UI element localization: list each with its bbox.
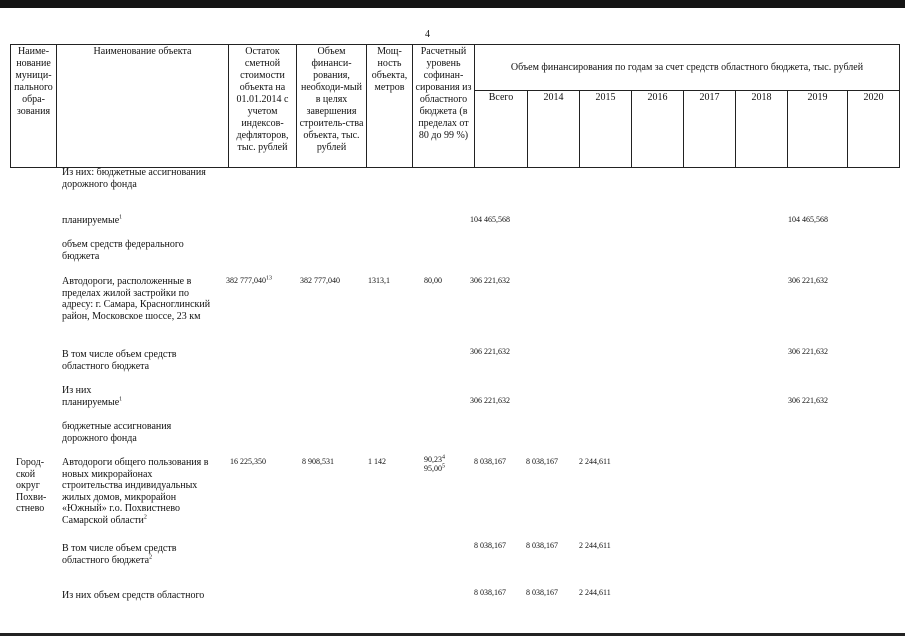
row-planned-total: 104 465,568	[470, 215, 510, 224]
bottom-border-line	[0, 633, 905, 636]
row-pokhvistnevo-regional-2014: 8 038,167	[526, 541, 558, 550]
row-pokhvistnevo-capacity: 1 142	[368, 457, 386, 466]
row-pokhvistnevo-regional-total: 8 038,167	[474, 541, 506, 550]
row-samara-road-cofin: 80,00	[424, 276, 442, 285]
row-pokhvistnevo-regional-label: В том числе объем средств областного бюджета$^2$	[62, 543, 177, 566]
row-planned-label: планируемые$^1$	[62, 214, 123, 226]
row-pokhvistnevo-of-which-total: 8 038,167	[474, 588, 506, 597]
row-pokhvistnevo-of-which-label: Из них объем средств областного	[62, 590, 205, 601]
row-regional-budget-label: В том числе объем средств областного бюджета	[62, 349, 177, 372]
header-year-2015: 2015	[580, 91, 632, 168]
row-pokhvistnevo-cofin-2: 95,00$^5$	[424, 463, 445, 473]
header-year-2020: 2020	[848, 91, 900, 168]
row-pokhvistnevo-balance: 16 225,350	[230, 457, 266, 466]
row-of-which-planned-2019: 306 221,632	[788, 396, 828, 405]
header-municipality: Наиме-нование муници-пального обра-зования	[11, 45, 57, 168]
row-pokhvistnevo-regional-2015: 2 244,611	[579, 541, 611, 550]
header-cofinancing-level: Расчетный уровень софинан-сирования из областного бюджета (в пределах от 80 до 99 %)	[413, 45, 475, 168]
row-planned-2019: 104 465,568	[788, 215, 828, 224]
row-dorozhny-fond-label: Из них: бюджетные ассигнования дорожного фонда	[62, 167, 206, 190]
header-total: Всего	[475, 91, 528, 168]
header-funding-by-year: Объем финансирования по годам за счет средств областного бюджета, тыс. рублей	[475, 45, 900, 91]
row-samara-road-total: 306 221,632	[470, 276, 510, 285]
row-pokhvistnevo-of-which-2015: 2 244,611	[579, 588, 611, 597]
header-required-funding: Объем финанси-рования, необходи-мый в целях завершения строитель-ства объекта, тыс. рублей	[297, 45, 367, 168]
row-of-which-planned-label: Из них планируемые$^1$	[62, 385, 123, 408]
page-number: 4	[425, 29, 430, 40]
header-capacity: Мощ-ность объекта, метров	[367, 45, 413, 168]
header-year-2016: 2016	[632, 91, 684, 168]
row-pokhvistnevo-2014: 8 038,167	[526, 457, 558, 466]
row-pokhvistnevo-municipality: Город-ской округ Похви-стнево	[16, 457, 47, 514]
header-year-2014: 2014	[528, 91, 580, 168]
row-samara-road-2019: 306 221,632	[788, 276, 828, 285]
row-pokhvistnevo-total: 8 038,167	[474, 457, 506, 466]
header-year-2017: 2017	[684, 91, 736, 168]
row-pokhvistnevo-2015: 2 244,611	[579, 457, 611, 466]
row-samara-road-balance: 382 777,040$^{13}$	[226, 275, 272, 285]
row-samara-road-required: 382 777,040	[300, 276, 340, 285]
header-year-2019: 2019	[788, 91, 848, 168]
row-pokhvistnevo-of-which-2014: 8 038,167	[526, 588, 558, 597]
top-border-bar	[0, 0, 905, 8]
row-regional-budget-2019: 306 221,632	[788, 347, 828, 356]
header-year-2018: 2018	[736, 91, 788, 168]
row-pokhvistnevo-cofin-1: 90,23$^4$	[424, 454, 445, 464]
row-pokhvistnevo-required: 8 908,531	[302, 457, 334, 466]
header-remaining-cost: Остаток сметной стоимости объекта на 01.01.2014 с учетом индексов-дефляторов, тыс. рублей	[229, 45, 297, 168]
row-regional-budget-total: 306 221,632	[470, 347, 510, 356]
row-road-fund-allocations-label: бюджетные ассигнования дорожного фонда	[62, 421, 172, 444]
row-of-which-planned-total: 306 221,632	[470, 396, 510, 405]
table-header	[10, 44, 900, 168]
row-federal-budget-label: объем средств федерального бюджета	[62, 239, 184, 262]
row-samara-road-name: Автодороги, расположенные в пределах жилой застройки по адресу: г. Самара, Красноглинский район, Московское шоссе, 23 км	[62, 276, 211, 322]
row-pokhvistnevo-road-name: Автодороги общего пользования в новых микрорайонах строительства индивидуальных жилых домов, микрорайон «Южный» г.о. Похвистнево Самарской области$^2$	[62, 457, 209, 526]
row-samara-road-capacity: 1313,1	[368, 276, 390, 285]
header-object-name: Наименование объекта	[57, 45, 229, 168]
